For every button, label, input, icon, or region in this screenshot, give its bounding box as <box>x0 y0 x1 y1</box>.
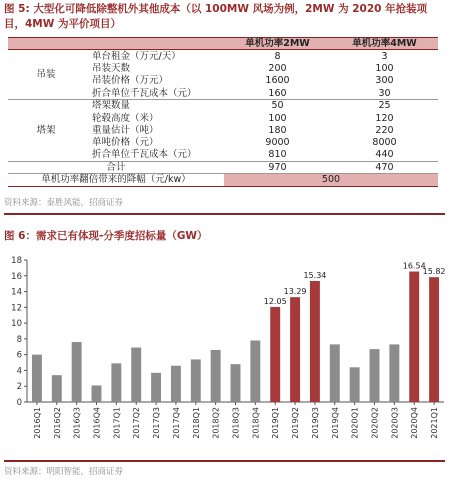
x-tick-label: 2018Q4 <box>251 407 261 439</box>
y-tick-label: 0 <box>16 398 22 408</box>
category-tower: 塔架 <box>8 99 84 161</box>
table-row <box>8 99 438 111</box>
bar <box>250 340 260 402</box>
bar <box>92 385 102 402</box>
x-tick-label: 2019Q2 <box>291 407 301 439</box>
y-tick-label: 16 <box>11 271 22 282</box>
cell-2mw: 160 <box>224 87 331 99</box>
figure6-source: 资料来源：明阳智能，招商证券 <box>4 467 124 477</box>
x-tick-label: 2017Q4 <box>171 407 181 439</box>
bar <box>111 363 121 402</box>
cell-4mw: 440 <box>331 149 438 161</box>
x-tick-label: 2018Q2 <box>211 407 221 439</box>
cell-2mw: 50 <box>271 100 284 112</box>
figure5-source: 资料来源：泰胜风能，招商证券 <box>4 198 124 208</box>
header-cell <box>8 38 84 50</box>
y-tick-label: 2 <box>16 382 22 393</box>
x-tick-label: 2017Q3 <box>152 407 162 439</box>
total-2mw: 970 <box>224 161 331 173</box>
x-tick-label: 2019Q3 <box>310 407 320 439</box>
bar <box>52 375 62 402</box>
row-label: 重量估计（吨） <box>92 124 159 136</box>
cell-4mw: 30 <box>331 87 438 99</box>
divider <box>4 460 445 462</box>
cell-4mw: 120 <box>375 112 394 124</box>
bar <box>231 364 241 402</box>
cell-4mw: 100 <box>375 62 394 74</box>
table-header-row <box>8 38 438 50</box>
data-label: 16.54 <box>402 261 426 271</box>
x-tick-label: 2020Q2 <box>370 407 380 439</box>
y-tick-label: 8 <box>16 334 22 345</box>
data-label: 12.05 <box>263 296 287 306</box>
bid-volume-chart <box>0 252 449 460</box>
row-label: 单台租金（万元/天） <box>92 50 181 62</box>
row-label: 折合单位千瓦成本（元） <box>84 87 224 99</box>
cost-table <box>8 37 438 187</box>
cell-4mw: 3 <box>381 50 388 62</box>
x-tick-label: 2019Q1 <box>271 407 281 439</box>
cell-2mw: 180 <box>268 124 287 136</box>
y-tick-label: 18 <box>11 256 22 266</box>
row-label: 折合单位千瓦成本（元） <box>84 149 224 161</box>
y-tick-label: 6 <box>16 350 22 361</box>
cell-4mw: 300 <box>375 75 394 87</box>
cell-2mw: 100 <box>268 112 287 124</box>
data-label: 15.82 <box>422 267 446 277</box>
row-label: 吊装价格（万元） <box>92 75 169 87</box>
bar <box>131 348 141 402</box>
x-tick-label: 2016Q2 <box>52 407 62 439</box>
divider <box>4 213 445 215</box>
category-hoisting: 吊装 <box>8 50 84 100</box>
bar <box>151 373 161 402</box>
x-tick-label: 2020Q3 <box>390 407 400 439</box>
header-2mw: 单机功率2MW <box>224 38 331 50</box>
row-label: 轮毂高度（米） <box>92 112 159 124</box>
bar <box>191 359 201 402</box>
x-tick-label: 2021Q1 <box>430 407 440 439</box>
header-4mw: 单机功率4MW <box>331 38 438 50</box>
bar <box>211 350 221 402</box>
figure6-title: 图 6：需求已有体现-分季度招标量（GW） <box>4 230 208 242</box>
y-tick-label: 10 <box>11 319 22 330</box>
cell-4mw: 8000 <box>372 137 397 149</box>
row-label: 单吨价格（元） <box>92 137 159 149</box>
row-label: 塔架数量 <box>92 100 131 112</box>
bar <box>32 355 42 402</box>
figure5-title: 图 5: 大型化可降低除整机外其他成本（以 100MW 风场为例，2MW 为 2020 年抢装项目，4MW 为平价项目） <box>4 3 428 30</box>
bar <box>290 297 300 402</box>
bar <box>389 344 399 402</box>
cell-2mw: 200 <box>268 62 287 74</box>
data-label: 13.29 <box>283 287 307 297</box>
y-tick-label: 12 <box>11 303 22 314</box>
x-tick-label: 2017Q2 <box>132 407 142 439</box>
y-tick-label: 4 <box>16 366 22 377</box>
bar <box>429 277 439 402</box>
cell-2mw: 8 <box>274 50 281 62</box>
x-tick-label: 2020Q1 <box>350 407 360 439</box>
row-label: 吊装天数 <box>92 62 131 74</box>
data-label: 15.34 <box>303 270 327 280</box>
bar <box>409 272 419 402</box>
x-tick-label: 2016Q1 <box>32 407 42 439</box>
total-row <box>8 161 438 173</box>
x-tick-label: 2019Q4 <box>330 407 340 439</box>
bar <box>370 349 380 402</box>
bar <box>171 366 181 402</box>
total-4mw: 470 <box>331 161 438 173</box>
table-row <box>8 50 438 62</box>
reduction-row <box>8 174 438 186</box>
cell-2mw: 9000 <box>265 137 290 149</box>
bar <box>72 342 82 402</box>
x-tick-label: 2016Q4 <box>92 407 102 439</box>
y-tick-label: 14 <box>11 287 22 298</box>
reduction-label: 单机功率翻倍带来的降幅（元/kw） <box>8 174 224 186</box>
x-tick-label: 2018Q3 <box>231 407 241 439</box>
total-label: 合计 <box>8 161 224 173</box>
bar <box>330 344 340 402</box>
bar <box>350 367 360 402</box>
cell-4mw: 25 <box>378 100 391 112</box>
cell-4mw: 220 <box>375 124 394 136</box>
header-cell <box>84 38 224 50</box>
reduction-value: 500 <box>224 174 438 186</box>
cell-2mw: 1600 <box>265 75 290 87</box>
x-tick-label: 2016Q3 <box>72 407 82 439</box>
bar <box>310 281 320 402</box>
cell-2mw: 810 <box>224 149 331 161</box>
x-tick-label: 2020Q4 <box>410 407 420 439</box>
x-tick-label: 2017Q1 <box>112 407 122 439</box>
bar <box>270 307 280 402</box>
x-tick-label: 2018Q1 <box>191 407 201 439</box>
